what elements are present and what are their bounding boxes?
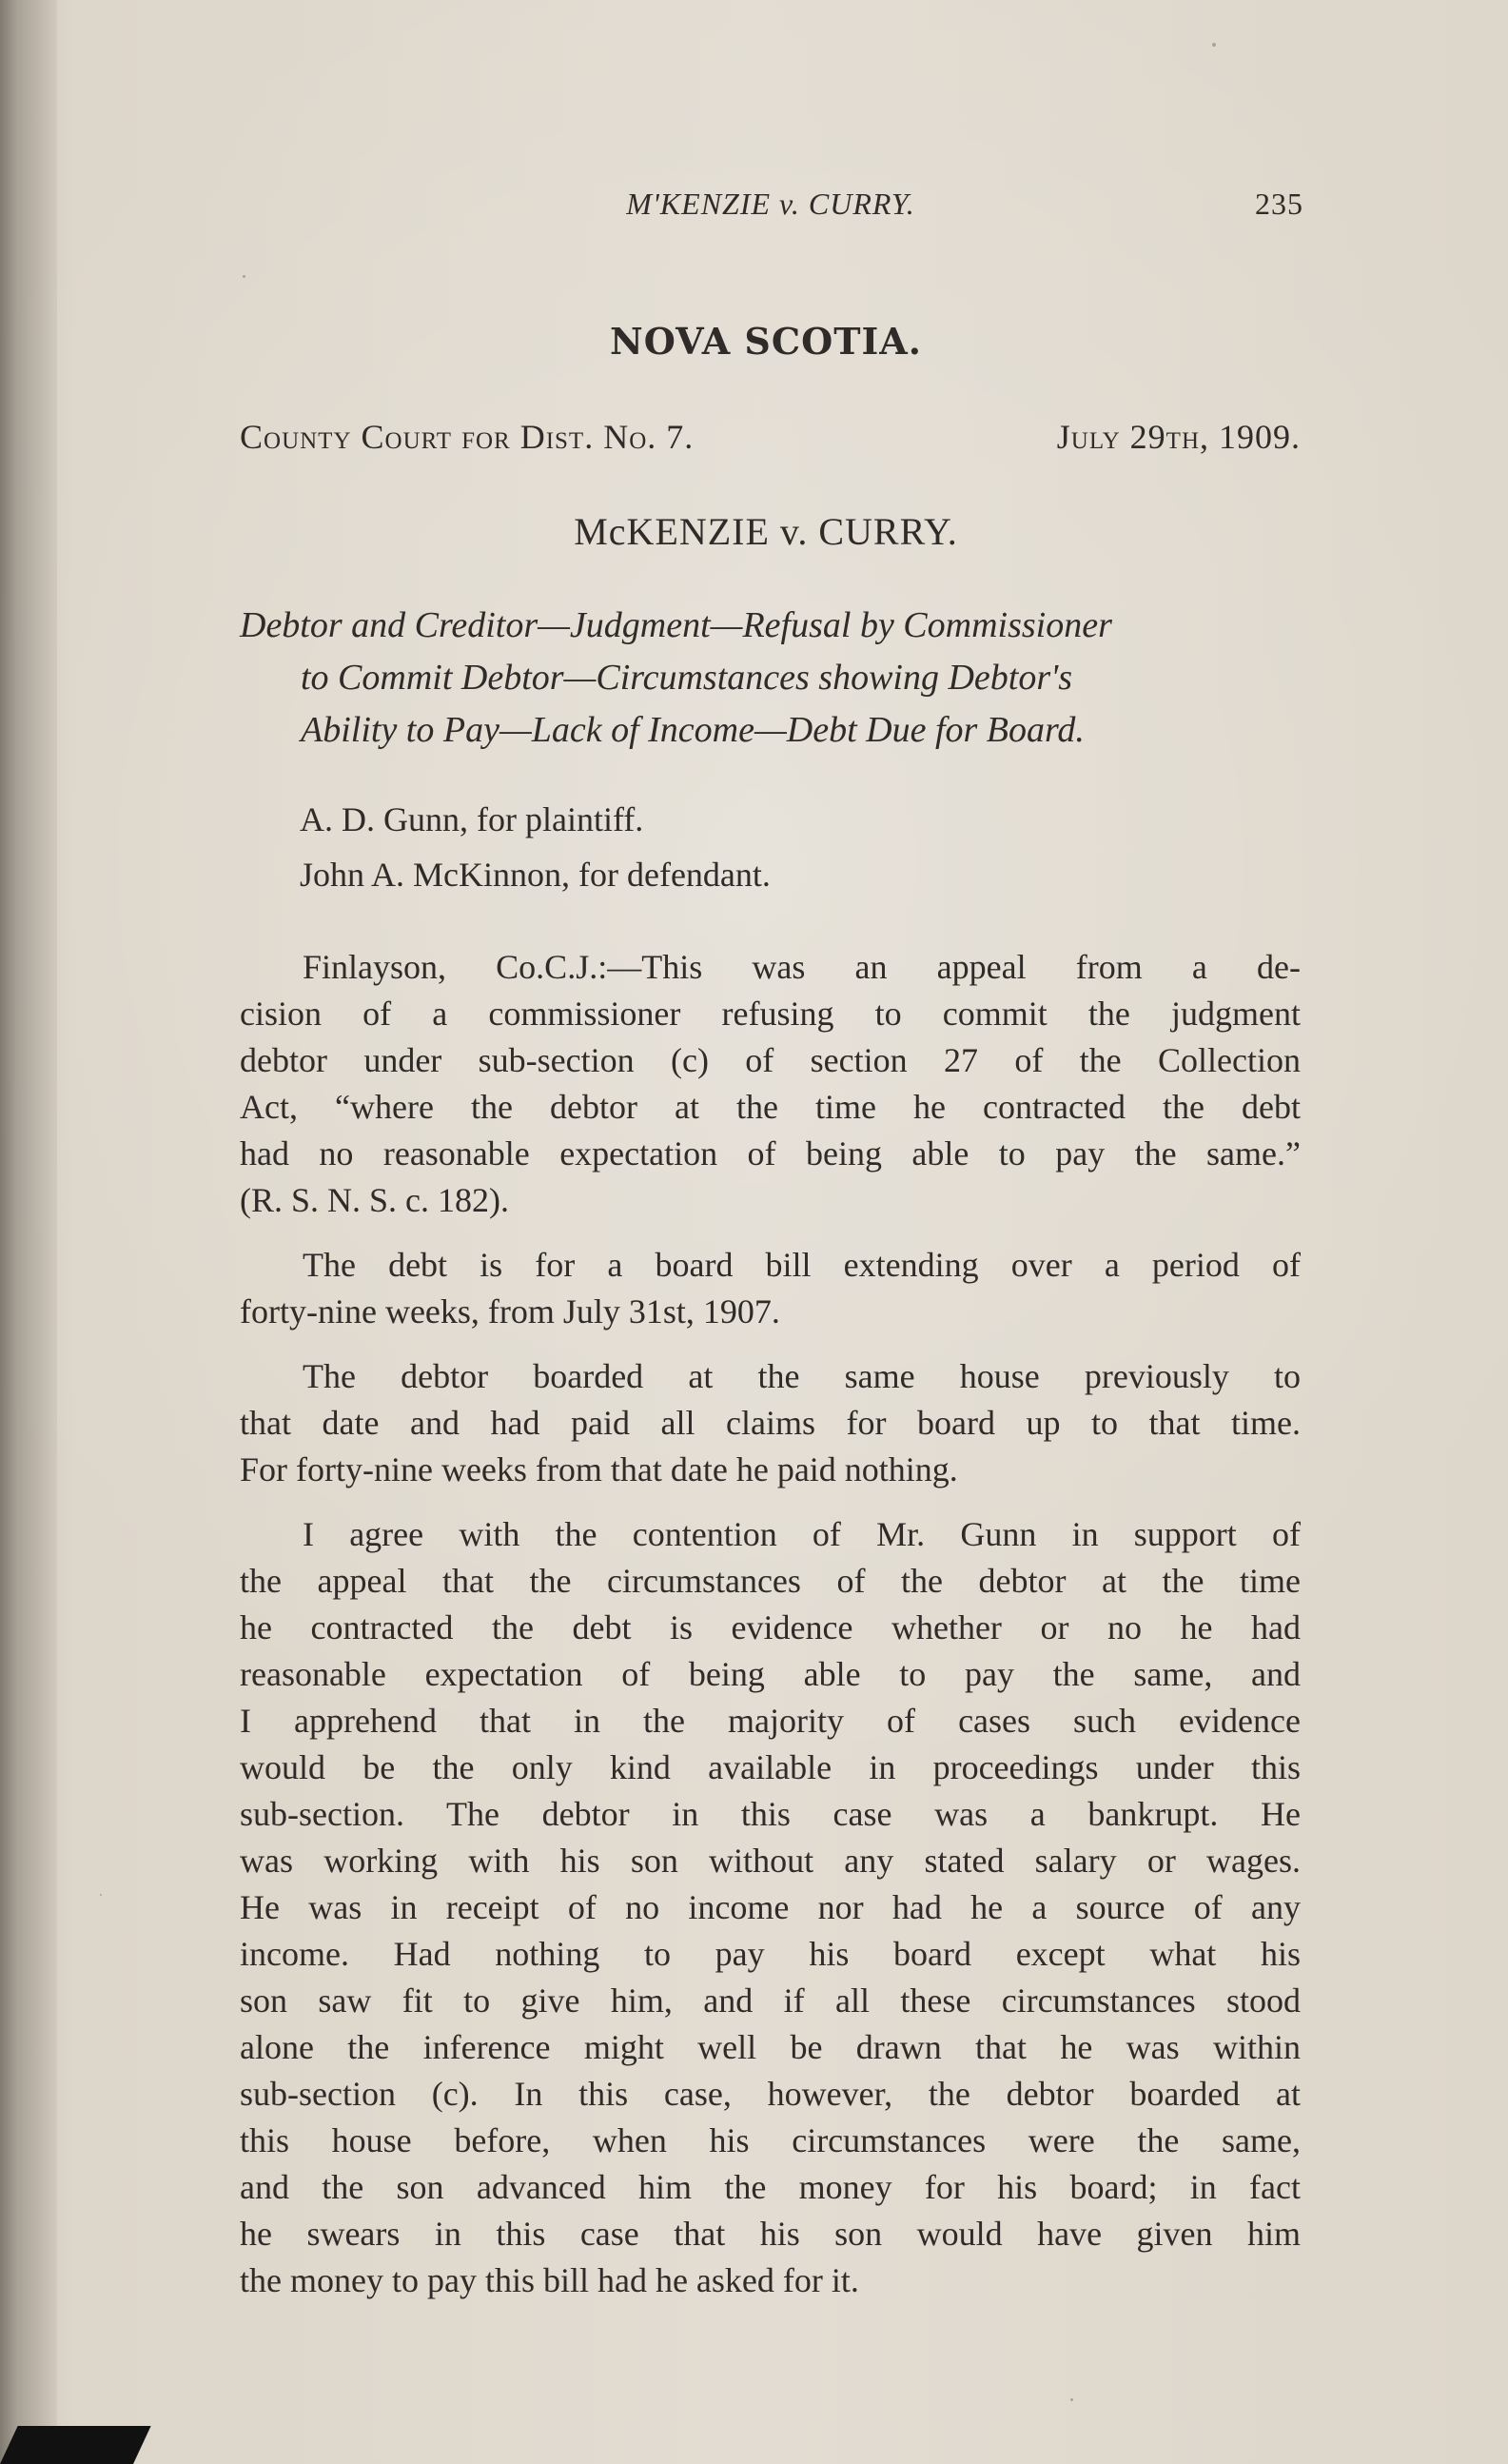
text-line: forty-nine weeks, from July 31st, 1907. xyxy=(240,1292,780,1331)
page-corner-shadow xyxy=(0,2426,151,2464)
page-number: 235 xyxy=(1255,187,1303,221)
judgment-body xyxy=(240,944,1301,2322)
court-name: County Court for Dist. No. 7. xyxy=(240,418,695,456)
text-line: Finlayson, Co.C.J.:—This was an appeal from a de- xyxy=(303,948,1301,986)
text-line: would be the only kind available in proceedings under this xyxy=(240,1748,1301,1786)
text-line: and the son advanced him the money for his board; in fact xyxy=(240,2168,1301,2206)
running-head: M'KENZIE v. CURRY. xyxy=(626,187,915,221)
court-date-line xyxy=(240,417,1301,464)
counsel-entry: John A. McKinnon, for defendant. xyxy=(300,856,771,894)
judgment-paragraph xyxy=(240,944,1301,1224)
text-line: reasonable expectation of being able to pay the same, and xyxy=(240,1655,1301,1693)
text-line: The debtor boarded at the same house previously to xyxy=(303,1357,1301,1395)
case-name: McKENZIE v. CURRY. xyxy=(574,510,958,553)
paper-speck xyxy=(1212,43,1216,47)
decision-date: July 29th, 1909. xyxy=(1056,418,1301,456)
text-line: was working with his son without any stated salary or wages. xyxy=(240,1842,1301,1880)
paper-speck xyxy=(243,275,245,278)
text-line: alone the inference might well be drawn that he was within xyxy=(240,2028,1301,2066)
text-line: (R. S. N. S. c. 182). xyxy=(240,1181,510,1219)
text-line: sub-section. The debtor in this case was a bankrupt. He xyxy=(240,1795,1301,1833)
headnote xyxy=(240,600,1301,757)
judgment-paragraph xyxy=(240,1242,1301,1335)
headnote-line: to Commit Debtor—Circumstances showing Debtor's xyxy=(301,658,1073,698)
headnote-line: Debtor and Creditor—Judgment—Refusal by Commissioner xyxy=(240,605,1112,645)
text-line: The debt is for a board bill extending over a period of xyxy=(303,1246,1301,1284)
text-line: income. Had nothing to pay his board except what his xyxy=(240,1935,1301,1973)
page-header xyxy=(238,187,1303,234)
counsel-list xyxy=(300,792,1251,902)
section-title: NOVA SCOTIA. xyxy=(610,320,922,363)
text-line: he contracted the debt is evidence whether or no he had xyxy=(240,1608,1301,1646)
text-line: Act, “where the debtor at the time he contracted the debt xyxy=(240,1088,1301,1126)
text-line: he swears in this case that his son would have given him xyxy=(240,2215,1301,2253)
text-line: I apprehend that in the majority of cases such evidence xyxy=(240,1702,1301,1740)
text-line: this house before, when his circumstances were the same, xyxy=(240,2121,1301,2159)
judgment-paragraph xyxy=(240,1511,1301,2304)
counsel-entry: A. D. Gunn, for plaintiff. xyxy=(300,800,644,838)
text-line: He was in receipt of no income nor had he a source of any xyxy=(240,1888,1301,1926)
text-line: that date and had paid all claims for board up to that time. xyxy=(240,1404,1301,1442)
text-line: son saw fit to give him, and if all these circumstances stood xyxy=(240,1981,1301,2020)
judgment-paragraph xyxy=(240,1353,1301,1493)
paper-speck xyxy=(100,1894,102,1896)
text-line: debtor under sub-section (c) of section 27 of the Collection xyxy=(240,1041,1301,1079)
paper-speck xyxy=(1070,2398,1073,2401)
binding-shadow xyxy=(0,0,57,2464)
text-line: the money to pay this bill had he asked for it. xyxy=(240,2261,859,2299)
text-line: I agree with the contention of Mr. Gunn in support of xyxy=(303,1515,1301,1553)
text-line: had no reasonable expectation of being able to pay the same.” xyxy=(240,1134,1301,1173)
text-line: cision of a commissioner refusing to commit the judgment xyxy=(240,995,1301,1033)
text-line: the appeal that the circumstances of the debtor at the time xyxy=(240,1562,1301,1600)
headnote-line: Ability to Pay—Lack of Income—Debt Due for Board. xyxy=(301,710,1085,750)
text-line: For forty-nine weeks from that date he paid nothing. xyxy=(240,1450,958,1488)
text-line: sub-section (c). In this case, however, the debtor boarded at xyxy=(240,2075,1301,2113)
